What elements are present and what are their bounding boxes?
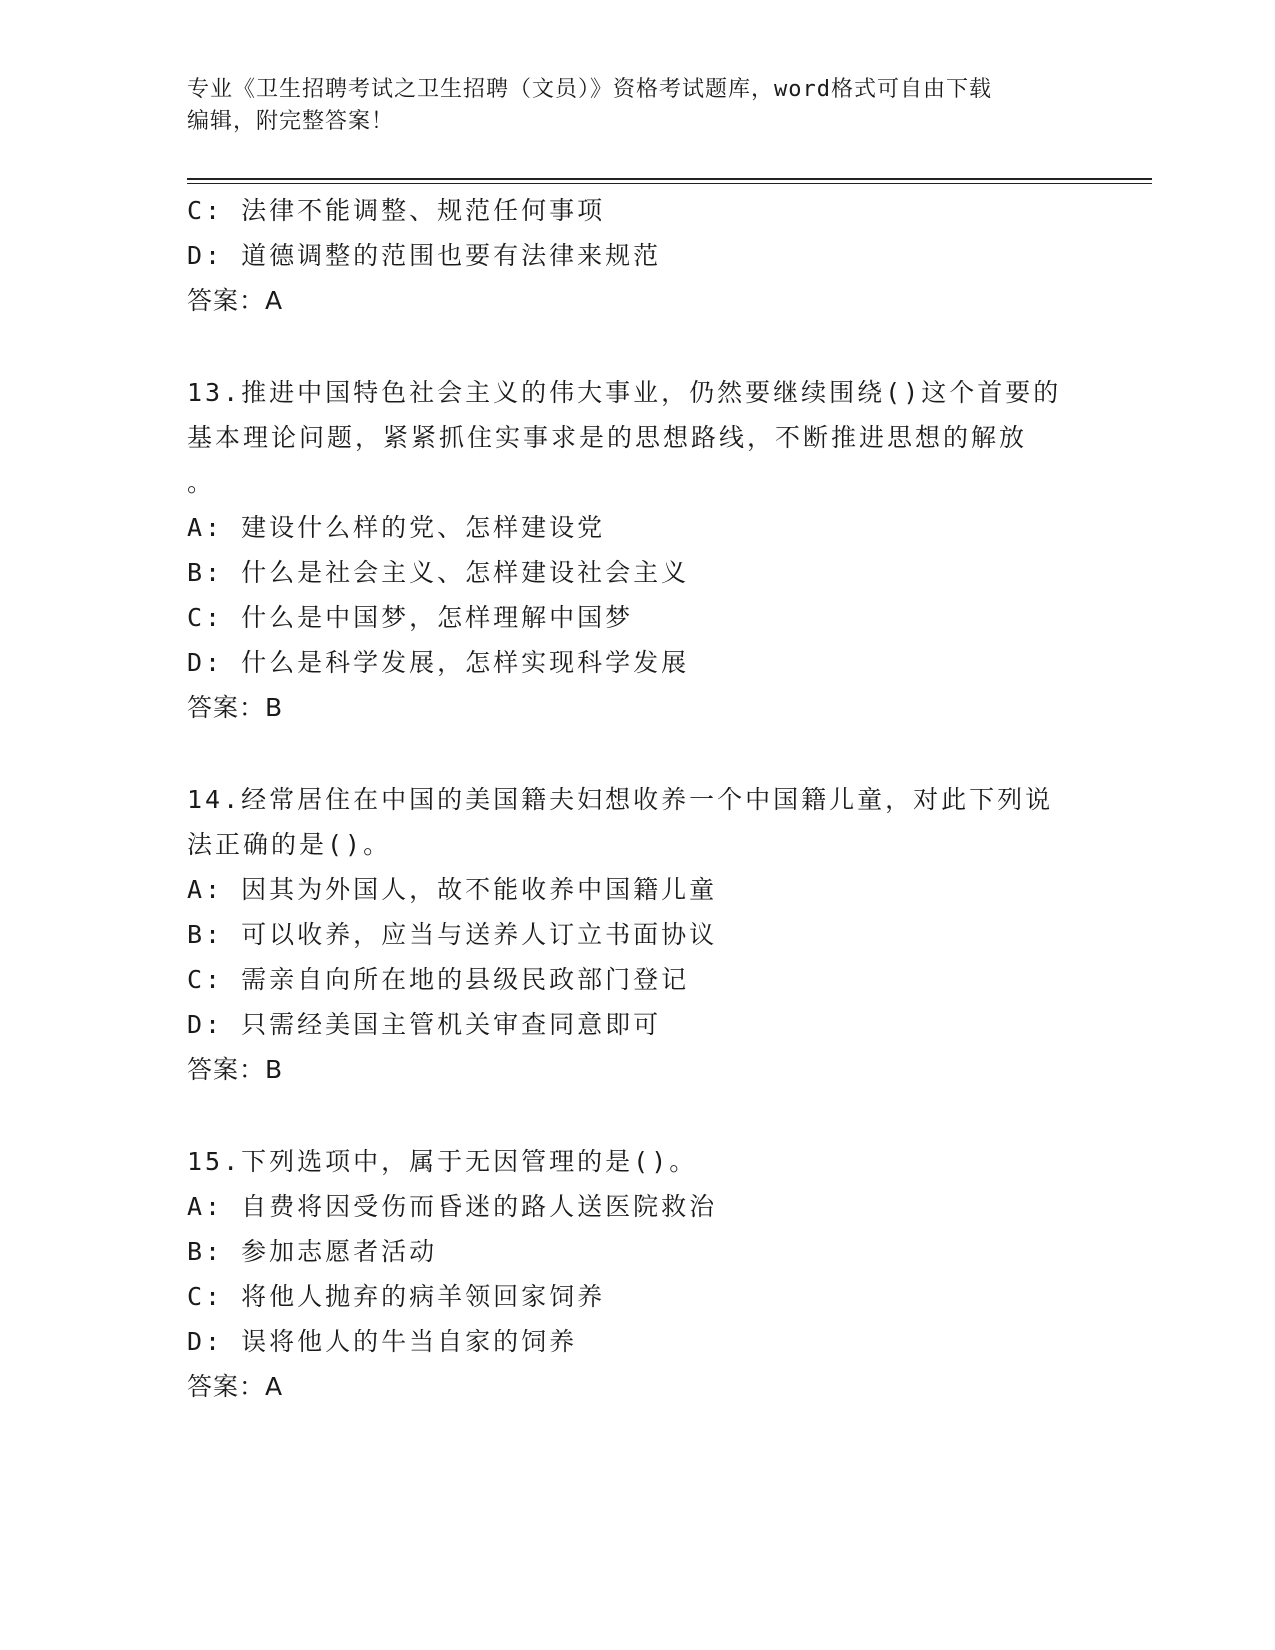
- option-c: C: 将他人抛弃的病羊领回家饲养: [187, 1282, 606, 1311]
- question-list: [187, 188, 1067, 1409]
- answer-line: 答案：A: [187, 286, 284, 315]
- answer-line: 答案：B: [187, 1055, 284, 1084]
- question-12-continuation: [187, 188, 1067, 323]
- answer-line: 答案：A: [187, 1372, 284, 1401]
- document-header: [187, 74, 1087, 138]
- question-13: [187, 370, 1067, 730]
- option-b: B: 参加志愿者活动: [187, 1237, 438, 1266]
- option-b: B: 可以收养，应当与送养人订立书面协议: [187, 920, 718, 949]
- option-d: D: 误将他人的牛当自家的饲养: [187, 1327, 578, 1356]
- header-line-2: 编辑，附完整答案！: [187, 109, 395, 134]
- spacer: [187, 323, 1067, 370]
- option-c: C: 需亲自向所在地的县级民政部门登记: [187, 965, 690, 994]
- option-b: B: 什么是社会主义、怎样建设社会主义: [187, 558, 690, 587]
- option-c: C: 法律不能调整、规范任何事项: [187, 196, 606, 225]
- header-divider: [187, 178, 1152, 184]
- question-15: [187, 1139, 1067, 1409]
- option-d: D: 道德调整的范围也要有法律来规范: [187, 241, 662, 270]
- question-stem-line: 15.下列选项中，属于无因管理的是()。: [187, 1147, 698, 1176]
- question-stem-line: 法正确的是()。: [187, 830, 392, 859]
- spacer: [187, 1092, 1067, 1139]
- option-a: A: 建设什么样的党、怎样建设党: [187, 513, 606, 542]
- option-a: A: 自费将因受伤而昏迷的路人送医院救治: [187, 1192, 718, 1221]
- option-d: D: 只需经美国主管机关审查同意即可: [187, 1010, 662, 1039]
- question-stem-line: 13.推进中国特色社会主义的伟大事业，仍然要继续围绕()这个首要的: [187, 378, 1062, 407]
- option-c: C: 什么是中国梦，怎样理解中国梦: [187, 603, 634, 632]
- option-d: D: 什么是科学发展，怎样实现科学发展: [187, 648, 690, 677]
- answer-line: 答案：B: [187, 693, 284, 722]
- option-a: A: 因其为外国人，故不能收养中国籍儿童: [187, 875, 718, 904]
- question-stem-line: 。: [187, 468, 216, 497]
- spacer: [187, 730, 1067, 777]
- question-stem-line: 14.经常居住在中国的美国籍夫妇想收养一个中国籍儿童，对此下列说: [187, 785, 1054, 814]
- header-line-1: 专业《卫生招聘考试之卫生招聘（文员）》资格考试题库，word格式可自由下载: [187, 77, 992, 102]
- question-stem-line: 基本理论问题，紧紧抓住实事求是的思想路线，不断推进思想的解放: [187, 423, 1028, 452]
- question-14: [187, 777, 1067, 1092]
